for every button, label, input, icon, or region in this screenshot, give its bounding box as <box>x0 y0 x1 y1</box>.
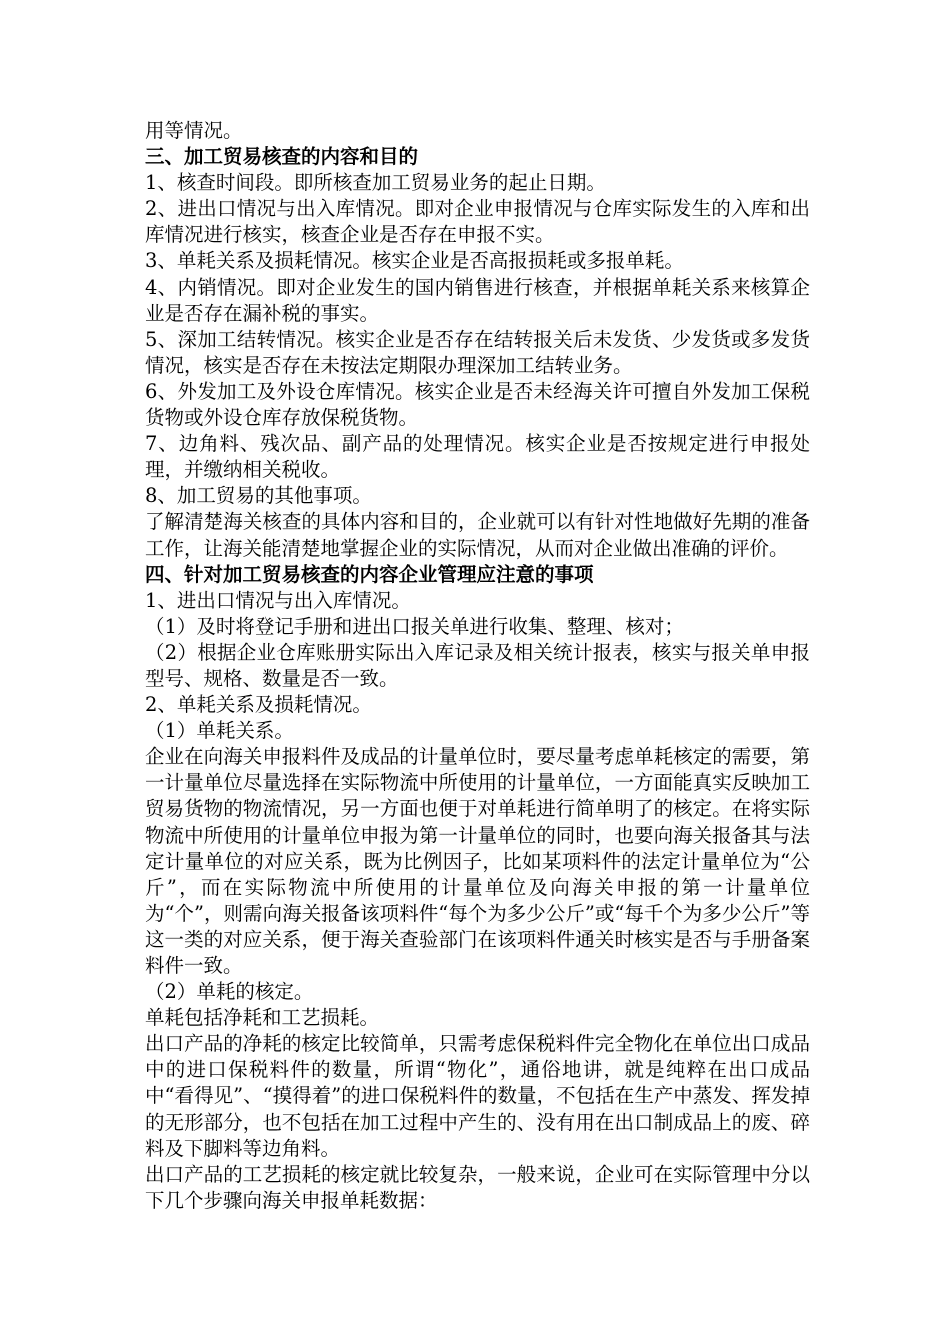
unit-consumption-paragraph: 企业在向海关申报料件及成品的计量单位时，要尽量考虑单耗核定的需要，第一计量单位尽量选择在实际物流中所使用的计量单位，一方面能真实反映加工贸易货物的物流情况，另一方面也便于对单耗进行简单明了的核定。在将实际物流中所使用的计量单位申报为第一计量单位的同时，也要向海关报备其与法定计量单位的对应关系，既为比例因子，比如某项料件的法定计量单位为“公斤”，而在实际物流中所使用的计量单位及向海关申报的第一计量单位为“个”，则需向海关报备该项料件“每个为多少公斤”或“每千个为多少公斤”等这一类的对应关系，便于海关查验部门在该项料件通关时核实是否与手册备案料件一致。 <box>145 745 810 977</box>
list-item-6: 6、外发加工及外设仓库情况。核实企业是否未经海关许可擅自外发加工保税货物或外设仓库存放保税货物。 <box>145 379 810 430</box>
list-item-7: 7、边角料、残次品、副产品的处理情况。核实企业是否按规定进行申报处理，并缴纳相关税收。 <box>145 432 810 482</box>
paragraph-continuation: 用等情况。 <box>145 119 243 142</box>
list-item-5: 5、深加工结转情况。核实企业是否存在结转报关后未发货、少发货或多发货情况，核实是否存在未按法定期限办理深加工结转业务。 <box>145 327 810 377</box>
subsection-1-item-2: （2）根据企业仓库账册实际出入库记录及相关统计报表，核实与报关单申报型号、规格、数量是否一致。 <box>145 640 810 690</box>
document-page <box>145 118 810 1214</box>
subsection-1: 1、进出口情况与出入库情况。 <box>145 588 411 612</box>
section-heading-4: 四、针对加工贸易核查的内容企业管理应注意的事项 <box>145 562 594 586</box>
section-heading-3: 三、加工贸易核查的内容和目的 <box>145 145 419 169</box>
summary-paragraph: 了解清楚海关核查的具体内容和目的，企业就可以有针对性地做好先期的准备工作，让海关能清楚地掌握企业的实际情况，从而对企业做出准确的评价。 <box>145 510 810 560</box>
process-loss-paragraph: 出口产品的工艺损耗的核定就比较复杂，一般来说，企业可在实际管理中分以下几个步骤向海关申报单耗数据： <box>145 1162 810 1212</box>
net-consumption-paragraph: 出口产品的净耗的核定比较简单，只需考虑保税料件完全物化在单位出口成品中的进口保税料件的数量，所谓“物化”，通俗地讲，就是纯粹在出口成品中“看得见”、“摸得着”的进口保税料件的数量，不包括在生产中蒸发、挥发掉的无形部分，也不包括在加工过程中产生的、没有用在出口制成品上的废、碎料及下脚料等边角料。 <box>145 1032 810 1160</box>
list-item-1: 1、核查时间段。即所核查加工贸易业务的起止日期。 <box>145 171 606 195</box>
list-item-8: 8、加工贸易的其他事项。 <box>145 484 372 508</box>
list-item-3: 3、单耗关系及损耗情况。核实企业是否高报损耗或多报单耗。 <box>145 249 684 273</box>
subsection-1-item-1: （1）及时将登记手册和进出口报关单进行收集、整理、核对； <box>145 614 684 638</box>
list-item-2: 2、进出口情况与出入库情况。即对企业申报情况与仓库实际发生的入库和出库情况进行核实，核查企业是否存在申报不实。 <box>145 197 810 247</box>
list-item-4: 4、内销情况。即对企业发生的国内销售进行核查，并根据单耗关系来核算企业是否存在漏补税的事实。 <box>145 275 810 325</box>
consumption-definition: 单耗包括净耗和工艺损耗。 <box>145 1006 380 1030</box>
subsection-2-item-2: （2）单耗的核定。 <box>145 980 314 1004</box>
subsection-2-item-1: （1）单耗关系。 <box>145 719 294 743</box>
subsection-2: 2、单耗关系及损耗情况。 <box>145 693 372 717</box>
